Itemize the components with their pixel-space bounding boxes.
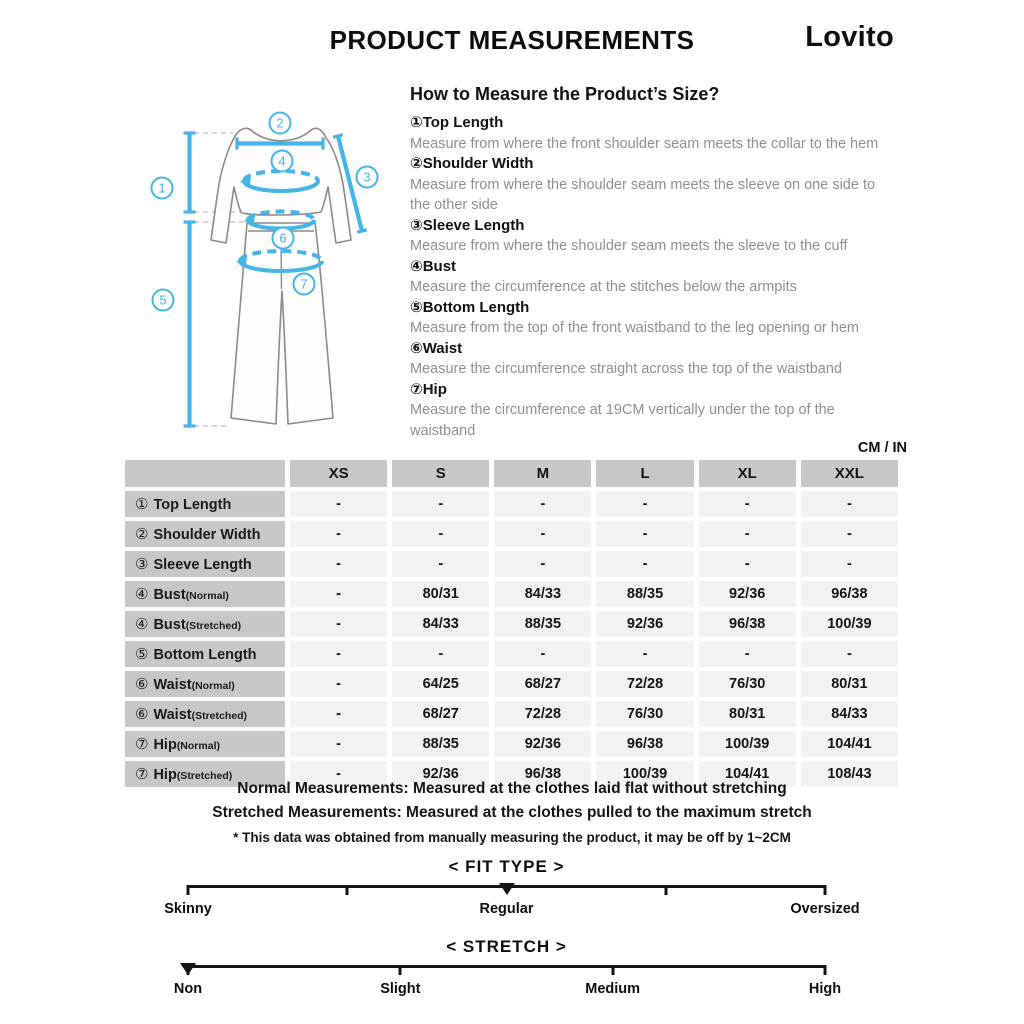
row-number: ① bbox=[135, 496, 149, 513]
row-number: ⑤ bbox=[135, 646, 149, 663]
size-value: 84/33 bbox=[801, 701, 898, 727]
table-header-row bbox=[125, 460, 898, 487]
size-value: - bbox=[596, 641, 693, 667]
scale-label: High bbox=[808, 981, 842, 997]
row-label bbox=[125, 671, 285, 697]
size-value: - bbox=[290, 521, 387, 547]
size-value: - bbox=[290, 581, 387, 607]
diagram-label-4: 4 bbox=[278, 153, 286, 169]
row-name: Bust bbox=[153, 587, 186, 603]
scale-bar bbox=[188, 965, 825, 968]
row-sub-label: (Stretched) bbox=[191, 710, 248, 722]
table-row-4 bbox=[125, 581, 898, 607]
diagram-label-5: 5 bbox=[159, 292, 167, 308]
brand-logo: Lovito bbox=[805, 21, 894, 53]
size-value: 108/43 bbox=[801, 761, 898, 787]
row-name: Waist bbox=[153, 707, 192, 723]
row-label bbox=[125, 491, 285, 517]
size-value: - bbox=[596, 521, 693, 547]
unit-label: CM / IN bbox=[857, 440, 907, 456]
fit-type-title: < FIT TYPE > bbox=[448, 857, 565, 876]
size-value: - bbox=[290, 641, 387, 667]
howto-heading: How to Measure the Product’s Size? bbox=[410, 84, 720, 104]
size-value: 96/38 bbox=[801, 581, 898, 607]
measure-term-2: ②Shoulder Width bbox=[410, 155, 534, 172]
size-value: - bbox=[699, 641, 796, 667]
size-value: 84/33 bbox=[494, 581, 591, 607]
size-value: - bbox=[494, 491, 591, 517]
size-value: 84/33 bbox=[392, 611, 489, 637]
size-value: - bbox=[494, 641, 591, 667]
size-value: 104/41 bbox=[699, 761, 796, 787]
size-value: 92/36 bbox=[392, 761, 489, 787]
row-sub-label: (Normal) bbox=[176, 740, 220, 752]
size-value: 100/39 bbox=[699, 731, 796, 757]
stretch-scale bbox=[173, 937, 842, 999]
row-label bbox=[125, 551, 285, 577]
row-name: Hip bbox=[153, 767, 177, 783]
row-label bbox=[125, 641, 285, 667]
table-row-9 bbox=[125, 731, 898, 757]
garment-diagram bbox=[130, 100, 410, 440]
row-label bbox=[125, 521, 285, 547]
scale-label: Non bbox=[173, 981, 203, 997]
measure-desc-7: Measure the circumference at 19CM vertically under the top of the waistband bbox=[410, 402, 835, 439]
fit-type-line bbox=[188, 885, 825, 898]
row-number: ④ bbox=[135, 586, 149, 603]
row-name: Sleeve Length bbox=[153, 557, 252, 573]
size-value: 80/31 bbox=[392, 581, 489, 607]
size-value: 92/36 bbox=[596, 611, 693, 637]
stretch-line bbox=[188, 965, 825, 978]
size-value: 68/27 bbox=[392, 701, 489, 727]
scale-tick bbox=[824, 885, 827, 895]
diagram-label-7: 7 bbox=[300, 276, 308, 292]
size-value: - bbox=[801, 491, 898, 517]
row-number: ⑦ bbox=[135, 736, 149, 753]
size-value: 80/31 bbox=[699, 701, 796, 727]
diagram-label-3: 3 bbox=[363, 169, 371, 185]
size-value: - bbox=[494, 521, 591, 547]
notes-section bbox=[0, 777, 1024, 848]
scale-label: Oversized bbox=[790, 901, 860, 917]
row-sub-label: (Normal) bbox=[185, 590, 229, 602]
size-value: - bbox=[699, 491, 796, 517]
size-value: 88/35 bbox=[596, 581, 693, 607]
diagram-label-2: 2 bbox=[276, 115, 284, 131]
size-value: 92/36 bbox=[699, 581, 796, 607]
scale-label: Regular bbox=[479, 901, 534, 917]
scale-label: Medium bbox=[585, 981, 641, 997]
measure-desc-3: Measure from where the shoulder seam meets the sleeve to the cuff bbox=[410, 238, 848, 254]
size-value: 88/35 bbox=[392, 731, 489, 757]
measure-term-5: ⑤Bottom Length bbox=[410, 298, 530, 316]
table-row-6 bbox=[125, 641, 898, 667]
size-value: - bbox=[494, 551, 591, 577]
measure-term-3: ③Sleeve Length bbox=[410, 216, 525, 234]
size-value: 96/38 bbox=[494, 761, 591, 787]
size-table bbox=[120, 456, 903, 791]
table-row-2 bbox=[125, 521, 898, 547]
note-stretched: Stretched Measurements: Measured at the clothes pulled to the maximum stretch bbox=[212, 804, 812, 821]
stretch-title: < STRETCH > bbox=[446, 937, 567, 956]
row-label bbox=[125, 581, 285, 607]
diagram-label-1: 1 bbox=[158, 180, 166, 196]
scale-marker bbox=[180, 963, 196, 975]
size-value: - bbox=[801, 641, 898, 667]
table-corner-cell bbox=[125, 460, 285, 487]
size-value: - bbox=[290, 611, 387, 637]
size-value: 72/28 bbox=[494, 701, 591, 727]
howto-list bbox=[410, 113, 890, 441]
row-label bbox=[125, 701, 285, 727]
scale-tick bbox=[664, 885, 667, 895]
row-name: Top Length bbox=[153, 497, 232, 513]
row-sub-label: (Stretched) bbox=[185, 620, 242, 632]
row-name: Hip bbox=[153, 737, 177, 753]
size-value: 88/35 bbox=[494, 611, 591, 637]
size-table-body bbox=[125, 491, 898, 787]
stretch-labels bbox=[173, 981, 842, 999]
size-value: 100/39 bbox=[801, 611, 898, 637]
size-value: - bbox=[392, 551, 489, 577]
size-value: 76/30 bbox=[699, 671, 796, 697]
size-value: - bbox=[290, 731, 387, 757]
scale-tick bbox=[187, 885, 190, 895]
scale-tick bbox=[399, 965, 402, 975]
size-value: 104/41 bbox=[801, 731, 898, 757]
size-value: - bbox=[290, 761, 387, 787]
row-number: ⑦ bbox=[135, 766, 149, 783]
scale-label: Skinny bbox=[164, 901, 212, 917]
note-normal: Normal Measurements: Measured at the clothes laid flat without stretching bbox=[237, 780, 787, 797]
table-row-1 bbox=[125, 491, 898, 517]
row-number: ⑥ bbox=[135, 676, 149, 693]
measure-desc-5: Measure from the top of the front waistband to the leg opening or hem bbox=[410, 320, 859, 336]
row-number: ② bbox=[135, 526, 149, 543]
howto-section bbox=[410, 84, 890, 441]
row-name: Bottom Length bbox=[153, 647, 257, 663]
size-value: 96/38 bbox=[596, 731, 693, 757]
pants-outline bbox=[231, 223, 333, 424]
size-value: - bbox=[596, 491, 693, 517]
table-row-7 bbox=[125, 671, 898, 697]
measure-term-6: ⑥Waist bbox=[410, 339, 463, 357]
column-header-xxl: XXL bbox=[801, 460, 898, 487]
column-header-xl: XL bbox=[699, 460, 796, 487]
size-value: - bbox=[290, 491, 387, 517]
size-value: 68/27 bbox=[494, 671, 591, 697]
size-value: - bbox=[392, 521, 489, 547]
row-name: Shoulder Width bbox=[153, 527, 261, 543]
size-value: - bbox=[392, 491, 489, 517]
note-disclaimer: * This data was obtained from manually measuring the product, it may be off by 1~2CM bbox=[233, 830, 791, 845]
size-value: 64/25 bbox=[392, 671, 489, 697]
row-label bbox=[125, 611, 285, 637]
measure-desc-6: Measure the circumference straight across the top of the waistband bbox=[410, 361, 842, 377]
size-value: - bbox=[596, 551, 693, 577]
table-row-3 bbox=[125, 551, 898, 577]
scale-marker bbox=[499, 883, 515, 895]
size-value: - bbox=[801, 521, 898, 547]
column-header-xs: XS bbox=[290, 460, 387, 487]
row-name: Bust bbox=[153, 617, 186, 633]
measure-term-1: ①Top Length bbox=[410, 114, 504, 131]
size-value: 80/31 bbox=[801, 671, 898, 697]
scale-tick bbox=[824, 965, 827, 975]
row-name: Waist bbox=[153, 677, 192, 693]
page-title: PRODUCT MEASUREMENTS bbox=[329, 25, 695, 55]
size-value: - bbox=[290, 701, 387, 727]
column-header-m: M bbox=[494, 460, 591, 487]
row-number: ③ bbox=[135, 556, 149, 573]
size-value: 100/39 bbox=[596, 761, 693, 787]
row-number: ⑥ bbox=[135, 706, 149, 723]
table-row-8 bbox=[125, 701, 898, 727]
size-value: 72/28 bbox=[596, 671, 693, 697]
row-label bbox=[125, 731, 285, 757]
diagram-label-6: 6 bbox=[279, 230, 287, 246]
measure-desc-4: Measure the circumference at the stitches below the armpits bbox=[410, 279, 797, 295]
size-value: 96/38 bbox=[699, 611, 796, 637]
table-row-5 bbox=[125, 611, 898, 637]
measure-term-7: ⑦Hip bbox=[410, 380, 447, 398]
size-value: - bbox=[699, 521, 796, 547]
size-value: - bbox=[290, 671, 387, 697]
row-sub-label: (Normal) bbox=[191, 680, 235, 692]
measure-desc-1: Measure from where the front shoulder seam meets the collar to the hem bbox=[410, 135, 879, 152]
measure-desc-2: Measure from where the shoulder seam meets the sleeve on one side to the other side bbox=[410, 176, 876, 213]
column-header-s: S bbox=[392, 460, 489, 487]
size-value: 92/36 bbox=[494, 731, 591, 757]
size-value: - bbox=[699, 551, 796, 577]
column-header-l: L bbox=[596, 460, 693, 487]
measure-term-4: ④Bust bbox=[410, 257, 457, 275]
scale-label: Slight bbox=[380, 981, 421, 997]
size-value: 76/30 bbox=[596, 701, 693, 727]
scale-tick bbox=[346, 885, 349, 895]
size-value: - bbox=[801, 551, 898, 577]
fit-type-labels bbox=[164, 901, 860, 919]
size-value: - bbox=[392, 641, 489, 667]
size-value: - bbox=[290, 551, 387, 577]
row-sub-label: (Stretched) bbox=[176, 770, 233, 782]
row-number: ④ bbox=[135, 616, 149, 633]
fit-type-scale bbox=[164, 857, 860, 919]
scale-tick bbox=[611, 965, 614, 975]
